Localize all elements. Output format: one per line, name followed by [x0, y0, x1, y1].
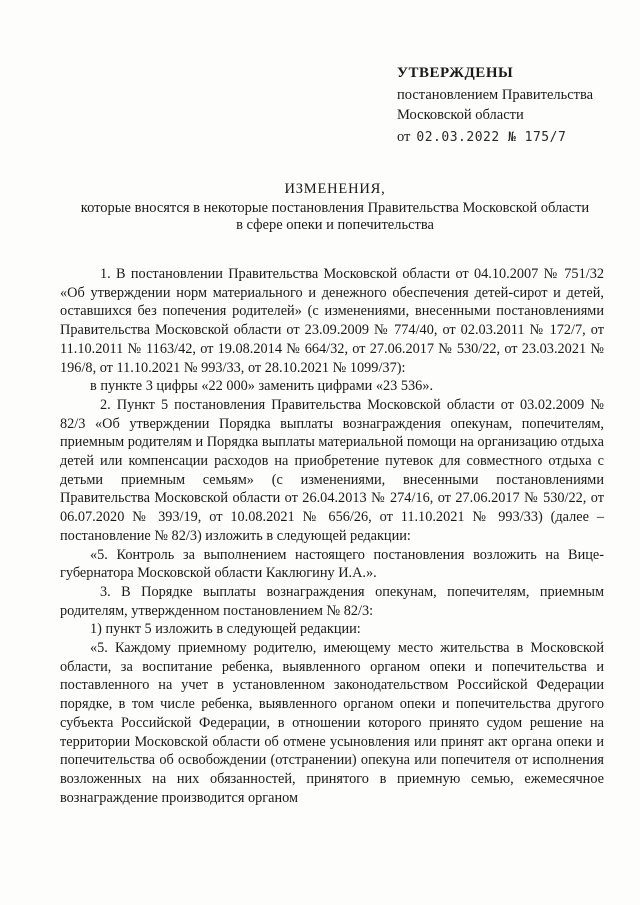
- document-title: ИЗМЕНЕНИЯ,: [284, 181, 386, 197]
- approval-date-prefix: от: [397, 129, 411, 145]
- document-body: [60, 265, 604, 807]
- document-subtitle-line-1: которые вносятся в некоторые постановления Правительства Московской области: [80, 200, 590, 216]
- paragraph-2-amendment: «5. Контроль за выполнением настоящего постановления возложить на Вице-губернатора Московской области Каклюгину И.А.».: [60, 546, 604, 582]
- document-title-block: [60, 181, 610, 234]
- document-subtitle-line-2: в сфере опеки и попечительства: [236, 217, 434, 233]
- approval-date-line: [397, 127, 617, 148]
- paragraph-3-item-1-text: «5. Каждому приемному родителю, имеющему место жительства в Московской области, за воспитание ребенка, выявленного органом опеки и попечительства и поставленного на учет в установленном законодательством Российской Федерации порядке, в том числе ребенка, выявленного органом опеки и попечительства другого субъекта Российской Федерации, в отношении которого принято судом решение на территории Московской области об отмене усыновления или принят акт органа опеки и попечительства об освобождении (отстранении) опекуна или попечителя от исполнения возложенных на них обязанностей, принятого в приемную семью, ежемесячное вознаграждение производится органом: [60, 640, 604, 806]
- paragraph-3: 3. В Порядке выплаты вознаграждения опекунам, попечителям, приемным родителям, утвержденном постановлением № 82/3:: [60, 583, 604, 619]
- paragraph-2: 2. Пункт 5 постановления Правительства Московской области от 03.02.2009 № 82/3 «Об утверждении Порядка выплаты вознаграждения опекунам, попечителям, приемным родителям и Порядка выплаты материальной помощи на организацию отдыха детей или компенсации расходов на приобретение путевок для совместного отдыха с детьми приемным семьям» (с изменениями, внесенными постановлениями Правительства Московской области от 26.04.2013 № 274/16, от 27.06.2017 № 530/22, от 06.07.2020 № 393/19, от 10.08.2021 № 656/26, от 11.10.2021 № 993/33) (далее – постановление № 82/3) изложить в следующей редакции:: [60, 396, 604, 544]
- paragraph-1-amendment: в пункте 3 цифры «22 000» заменить цифрами «23 536».: [90, 378, 434, 395]
- paragraph-1: 1. В постановлении Правительства Московской области от 04.10.2007 № 751/32 «Об утверждении норм материального и денежного обеспечения детей-сирот и детей, оставшихся без попечения родителей» (с изменениями, внесенными постановлениями Правительства Московской области от 23.09.2009 № 774/40, от 02.03.2011 № 172/7, от 11.10.2011 № 1163/42, от 19.08.2014 № 664/32, от 27.06.2017 № 530/22, от 23.03.2021 № 196/8, от 11.10.2021 № 993/33, от 28.10.2021 № 1099/37):: [60, 266, 604, 376]
- approval-line-2: Московской области: [397, 107, 524, 123]
- approval-heading: УТВЕРЖДЕНЫ: [397, 65, 514, 81]
- approval-date-stamp: 02.03.2022 № 175/7: [416, 130, 567, 145]
- approval-block: [397, 63, 617, 148]
- approval-line-1: постановлением Правительства: [397, 87, 594, 103]
- paragraph-3-item-1: 1) пункт 5 изложить в следующей редакции:: [90, 621, 361, 638]
